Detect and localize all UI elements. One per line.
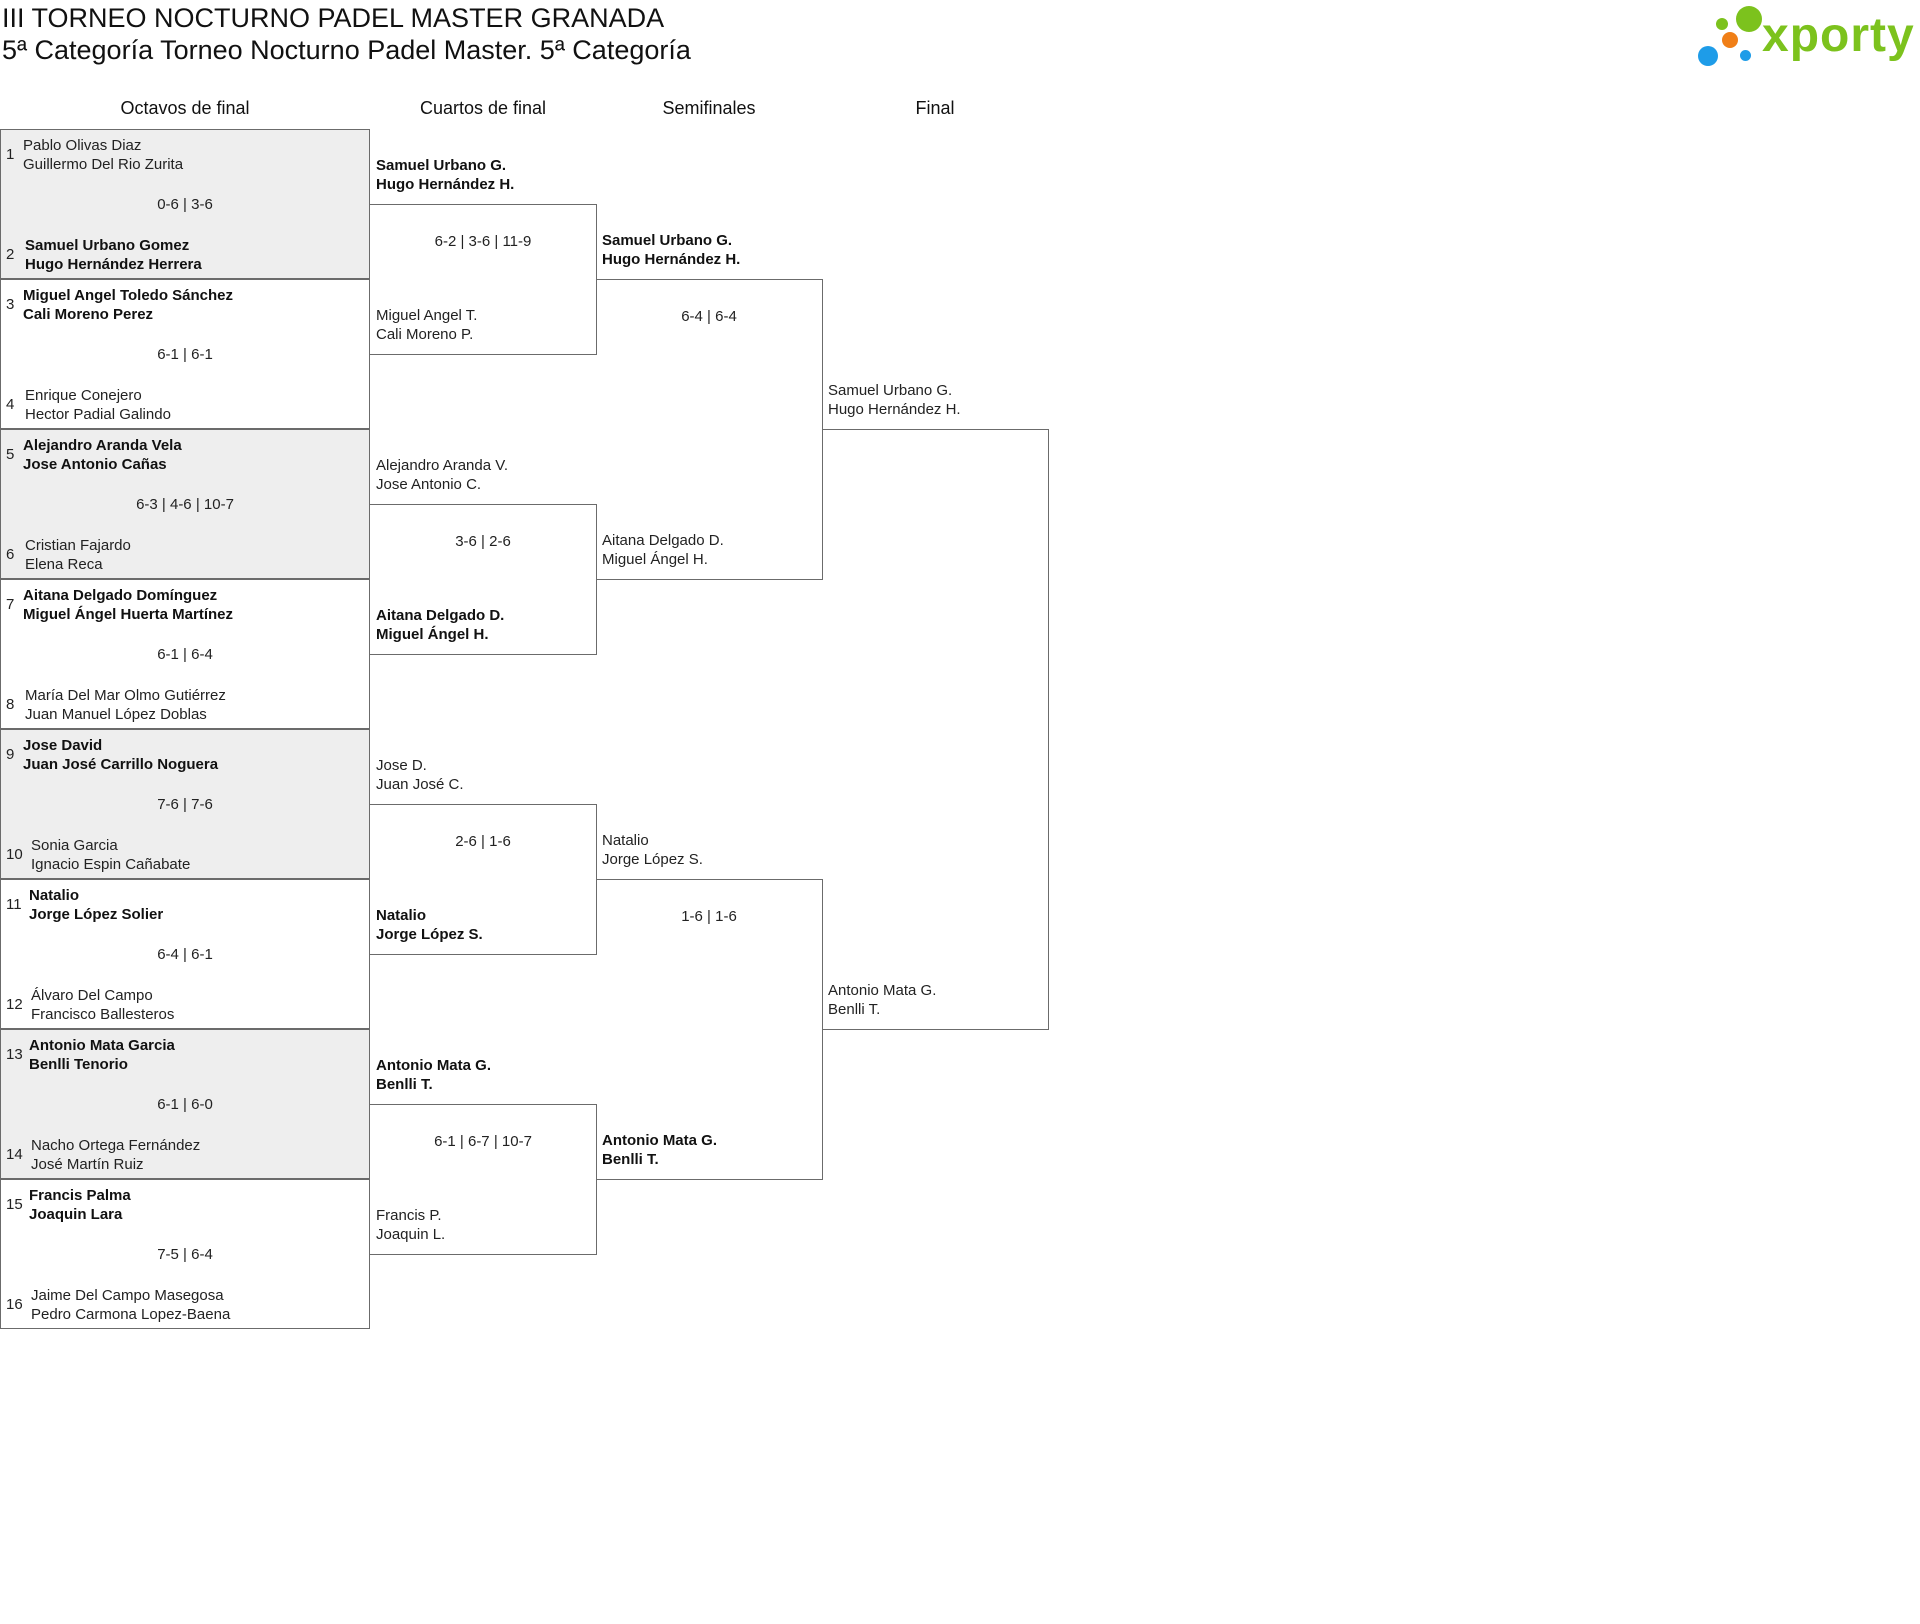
logo-dot-icon (1716, 18, 1728, 30)
round-header-octavos: Octavos de final (120, 98, 250, 118)
round-header-final: Final (915, 98, 955, 118)
player-1: Natalio (376, 907, 427, 924)
match-box-r16 (0, 429, 370, 579)
team-name[interactable] (25, 386, 171, 424)
match-score: 7-5 | 6-4 (157, 1246, 213, 1263)
tournament-title: III TORNEO NOCTURNO PADEL MASTER GRANADA (2, 3, 665, 33)
seed-number: 3 (6, 296, 15, 313)
match-box-r16 (0, 879, 370, 1029)
player-2: Benlli T. (376, 1076, 433, 1093)
match-score: 6-2 | 3-6 | 11-9 (434, 233, 532, 250)
player-1: Pablo Olivas Diaz (23, 137, 142, 154)
player-2: Pedro Carmona Lopez-Baena (31, 1306, 231, 1323)
player-1: Francis P. (376, 1207, 442, 1224)
player-2: Juan Manuel López Doblas (25, 706, 207, 723)
seed-number: 7 (6, 596, 15, 613)
player-2: Miguel Ángel H. (376, 626, 489, 643)
player-1: Sonia Garcia (31, 837, 118, 854)
logo-dot-icon (1698, 46, 1718, 66)
team-name[interactable] (376, 756, 464, 794)
team-name[interactable] (23, 136, 183, 174)
seed-number: 9 (6, 746, 15, 763)
seed-number: 14 (6, 1146, 23, 1163)
team-name[interactable] (31, 1136, 200, 1174)
team-name[interactable] (376, 156, 514, 194)
team-name[interactable] (376, 306, 477, 344)
seed-number: 13 (6, 1046, 23, 1063)
logo-dot-icon (1736, 6, 1762, 32)
player-1: Aitana Delgado D. (376, 607, 505, 624)
player-1: Nacho Ortega Fernández (31, 1137, 201, 1154)
bracket-line (370, 654, 596, 655)
bracket-line (596, 1179, 822, 1180)
seed-number: 4 (6, 396, 15, 413)
player-2: Miguel Ángel H. (602, 551, 708, 568)
match-score: 6-4 | 6-1 (157, 946, 213, 963)
player-1: Cristian Fajardo (25, 537, 131, 554)
round-header-cuartos: Cuartos de final (419, 98, 547, 118)
bracket-line (596, 879, 822, 880)
player-1: Samuel Urbano G. (602, 232, 733, 249)
team-name[interactable] (23, 586, 233, 624)
team-name[interactable] (376, 906, 483, 944)
bracket-line (1048, 429, 1049, 1030)
team-name[interactable] (828, 381, 961, 419)
team-name[interactable] (31, 1286, 230, 1324)
match-score: 6-4 | 6-4 (681, 308, 737, 325)
team-name[interactable] (23, 736, 218, 774)
team-name[interactable] (23, 286, 233, 324)
bracket-line (822, 1029, 1048, 1030)
player-1: Álvaro Del Campo (31, 987, 153, 1004)
match-box-r16 (0, 1179, 370, 1329)
seed-number: 11 (6, 896, 22, 913)
bracket-line (596, 279, 822, 280)
team-name[interactable] (828, 981, 936, 1019)
player-2: Hugo Hernández H. (602, 251, 741, 268)
player-1: Miguel Angel Toledo Sánchez (23, 287, 234, 304)
match-box-r16 (0, 279, 370, 429)
player-2: Joaquin L. (376, 1226, 446, 1243)
team-name[interactable] (31, 836, 190, 874)
xporty-logo[interactable] (1696, 4, 1920, 70)
player-2: Jorge López Solier (29, 906, 164, 923)
seed-number: 1 (6, 146, 15, 163)
team-name[interactable] (25, 536, 131, 574)
team-name[interactable] (376, 1056, 491, 1094)
seed-number: 10 (6, 846, 23, 863)
match-box-r16 (0, 579, 370, 729)
player-2: Jorge López S. (376, 926, 483, 943)
team-name[interactable] (29, 886, 163, 924)
player-1: Alejandro Aranda Vela (23, 437, 182, 454)
match-score: 7-6 | 7-6 (157, 796, 213, 813)
player-1: Samuel Urbano Gomez (25, 237, 190, 254)
seed-number: 5 (6, 446, 15, 463)
player-1: Jaime Del Campo Masegosa (31, 1287, 224, 1304)
team-name[interactable] (602, 531, 724, 569)
player-2: Benlli T. (828, 1001, 881, 1018)
player-2: Jose Antonio Cañas (23, 456, 167, 473)
bracket-line (370, 204, 596, 205)
logo-dot-icon (1740, 50, 1751, 61)
player-1: Natalio (602, 832, 649, 849)
player-2: Benlli Tenorio (29, 1056, 128, 1073)
player-2: Ignacio Espin Cañabate (31, 856, 191, 873)
player-1: María Del Mar Olmo Gutiérrez (25, 687, 226, 704)
player-1: Samuel Urbano G. (828, 382, 953, 399)
player-2: Jose Antonio C. (376, 476, 482, 493)
logo-wordmark: xporty (1762, 9, 1915, 62)
player-2: Joaquin Lara (29, 1206, 123, 1223)
player-2: Benlli T. (602, 1151, 659, 1168)
player-2: Juan José C. (376, 776, 464, 793)
player-1: Francis Palma (29, 1187, 131, 1204)
player-1: Enrique Conejero (25, 387, 142, 404)
player-1: Jose David (23, 737, 103, 754)
round-header-semifinales: Semifinales (662, 98, 756, 118)
player-1: Antonio Mata G. (602, 1132, 717, 1149)
match-score: 6-1 | 6-0 (157, 1096, 213, 1113)
match-score: 6-3 | 4-6 | 10-7 (136, 496, 234, 513)
team-name[interactable] (376, 456, 508, 494)
category-subtitle: 5ª Categoría Torneo Nocturno Padel Master. 5ª Categoría (2, 35, 691, 65)
match-score: 1-6 | 1-6 (681, 908, 737, 925)
match-score: 2-6 | 1-6 (455, 833, 511, 850)
team-name[interactable] (376, 1206, 445, 1244)
match-box-r16 (0, 1029, 370, 1179)
match-score: 0-6 | 3-6 (157, 196, 213, 213)
player-1: Natalio (29, 887, 80, 904)
bracket-line (822, 429, 1048, 430)
seed-number: 2 (6, 246, 15, 263)
seed-number: 16 (6, 1296, 23, 1313)
team-name[interactable] (25, 686, 226, 724)
logo-dot-icon (1722, 32, 1738, 48)
player-2: Cali Moreno P. (376, 326, 474, 343)
player-2: Hugo Hernández H. (376, 176, 515, 193)
seed-number: 15 (6, 1196, 23, 1213)
player-2: Hector Padial Galindo (25, 406, 171, 423)
bracket-line (370, 354, 596, 355)
player-2: Hugo Hernández Herrera (25, 256, 202, 273)
match-score: 6-1 | 6-4 (157, 646, 213, 663)
player-1: Antonio Mata Garcia (29, 1037, 175, 1054)
team-name[interactable] (29, 1036, 175, 1074)
player-1: Aitana Delgado D. (602, 532, 724, 549)
player-1: Aitana Delgado Domínguez (23, 587, 218, 604)
player-2: Miguel Ángel Huerta Martínez (23, 606, 234, 623)
bracket-line (370, 1254, 596, 1255)
match-score: 6-1 | 6-1 (157, 346, 213, 363)
seed-number: 12 (6, 996, 23, 1013)
team-name[interactable] (602, 231, 740, 269)
player-2: Elena Reca (25, 556, 103, 573)
bracket-line (596, 579, 822, 580)
seed-number: 8 (6, 696, 15, 713)
seed-number: 6 (6, 546, 15, 563)
player-2: Cali Moreno Perez (23, 306, 154, 323)
team-name[interactable] (602, 831, 703, 869)
player-1: Antonio Mata G. (828, 982, 937, 999)
match-box-r16 (0, 729, 370, 879)
player-2: Jorge López S. (602, 851, 703, 868)
bracket-line (370, 804, 596, 805)
player-1: Alejandro Aranda V. (376, 457, 509, 474)
player-2: Francisco Ballesteros (31, 1006, 175, 1023)
player-2: Guillermo Del Rio Zurita (23, 156, 184, 173)
team-name[interactable] (31, 986, 174, 1024)
bracket-line (370, 1104, 596, 1105)
player-1: Jose D. (376, 757, 427, 774)
team-name[interactable] (23, 436, 182, 474)
match-score: 3-6 | 2-6 (455, 533, 511, 550)
team-name[interactable] (29, 1186, 131, 1224)
player-2: Hugo Hernández H. (828, 401, 961, 418)
bracket-line (370, 504, 596, 505)
match-box-r16 (0, 129, 370, 279)
team-name[interactable] (25, 236, 202, 274)
player-2: Juan José Carrillo Noguera (23, 756, 219, 773)
team-name[interactable] (602, 1131, 717, 1169)
player-1: Antonio Mata G. (376, 1057, 491, 1074)
player-1: Miguel Angel T. (376, 307, 478, 324)
team-name[interactable] (376, 606, 504, 644)
match-score: 6-1 | 6-7 | 10-7 (434, 1133, 532, 1150)
player-1: Samuel Urbano G. (376, 157, 507, 174)
player-2: José Martín Ruiz (31, 1156, 144, 1173)
bracket-line (370, 954, 596, 955)
